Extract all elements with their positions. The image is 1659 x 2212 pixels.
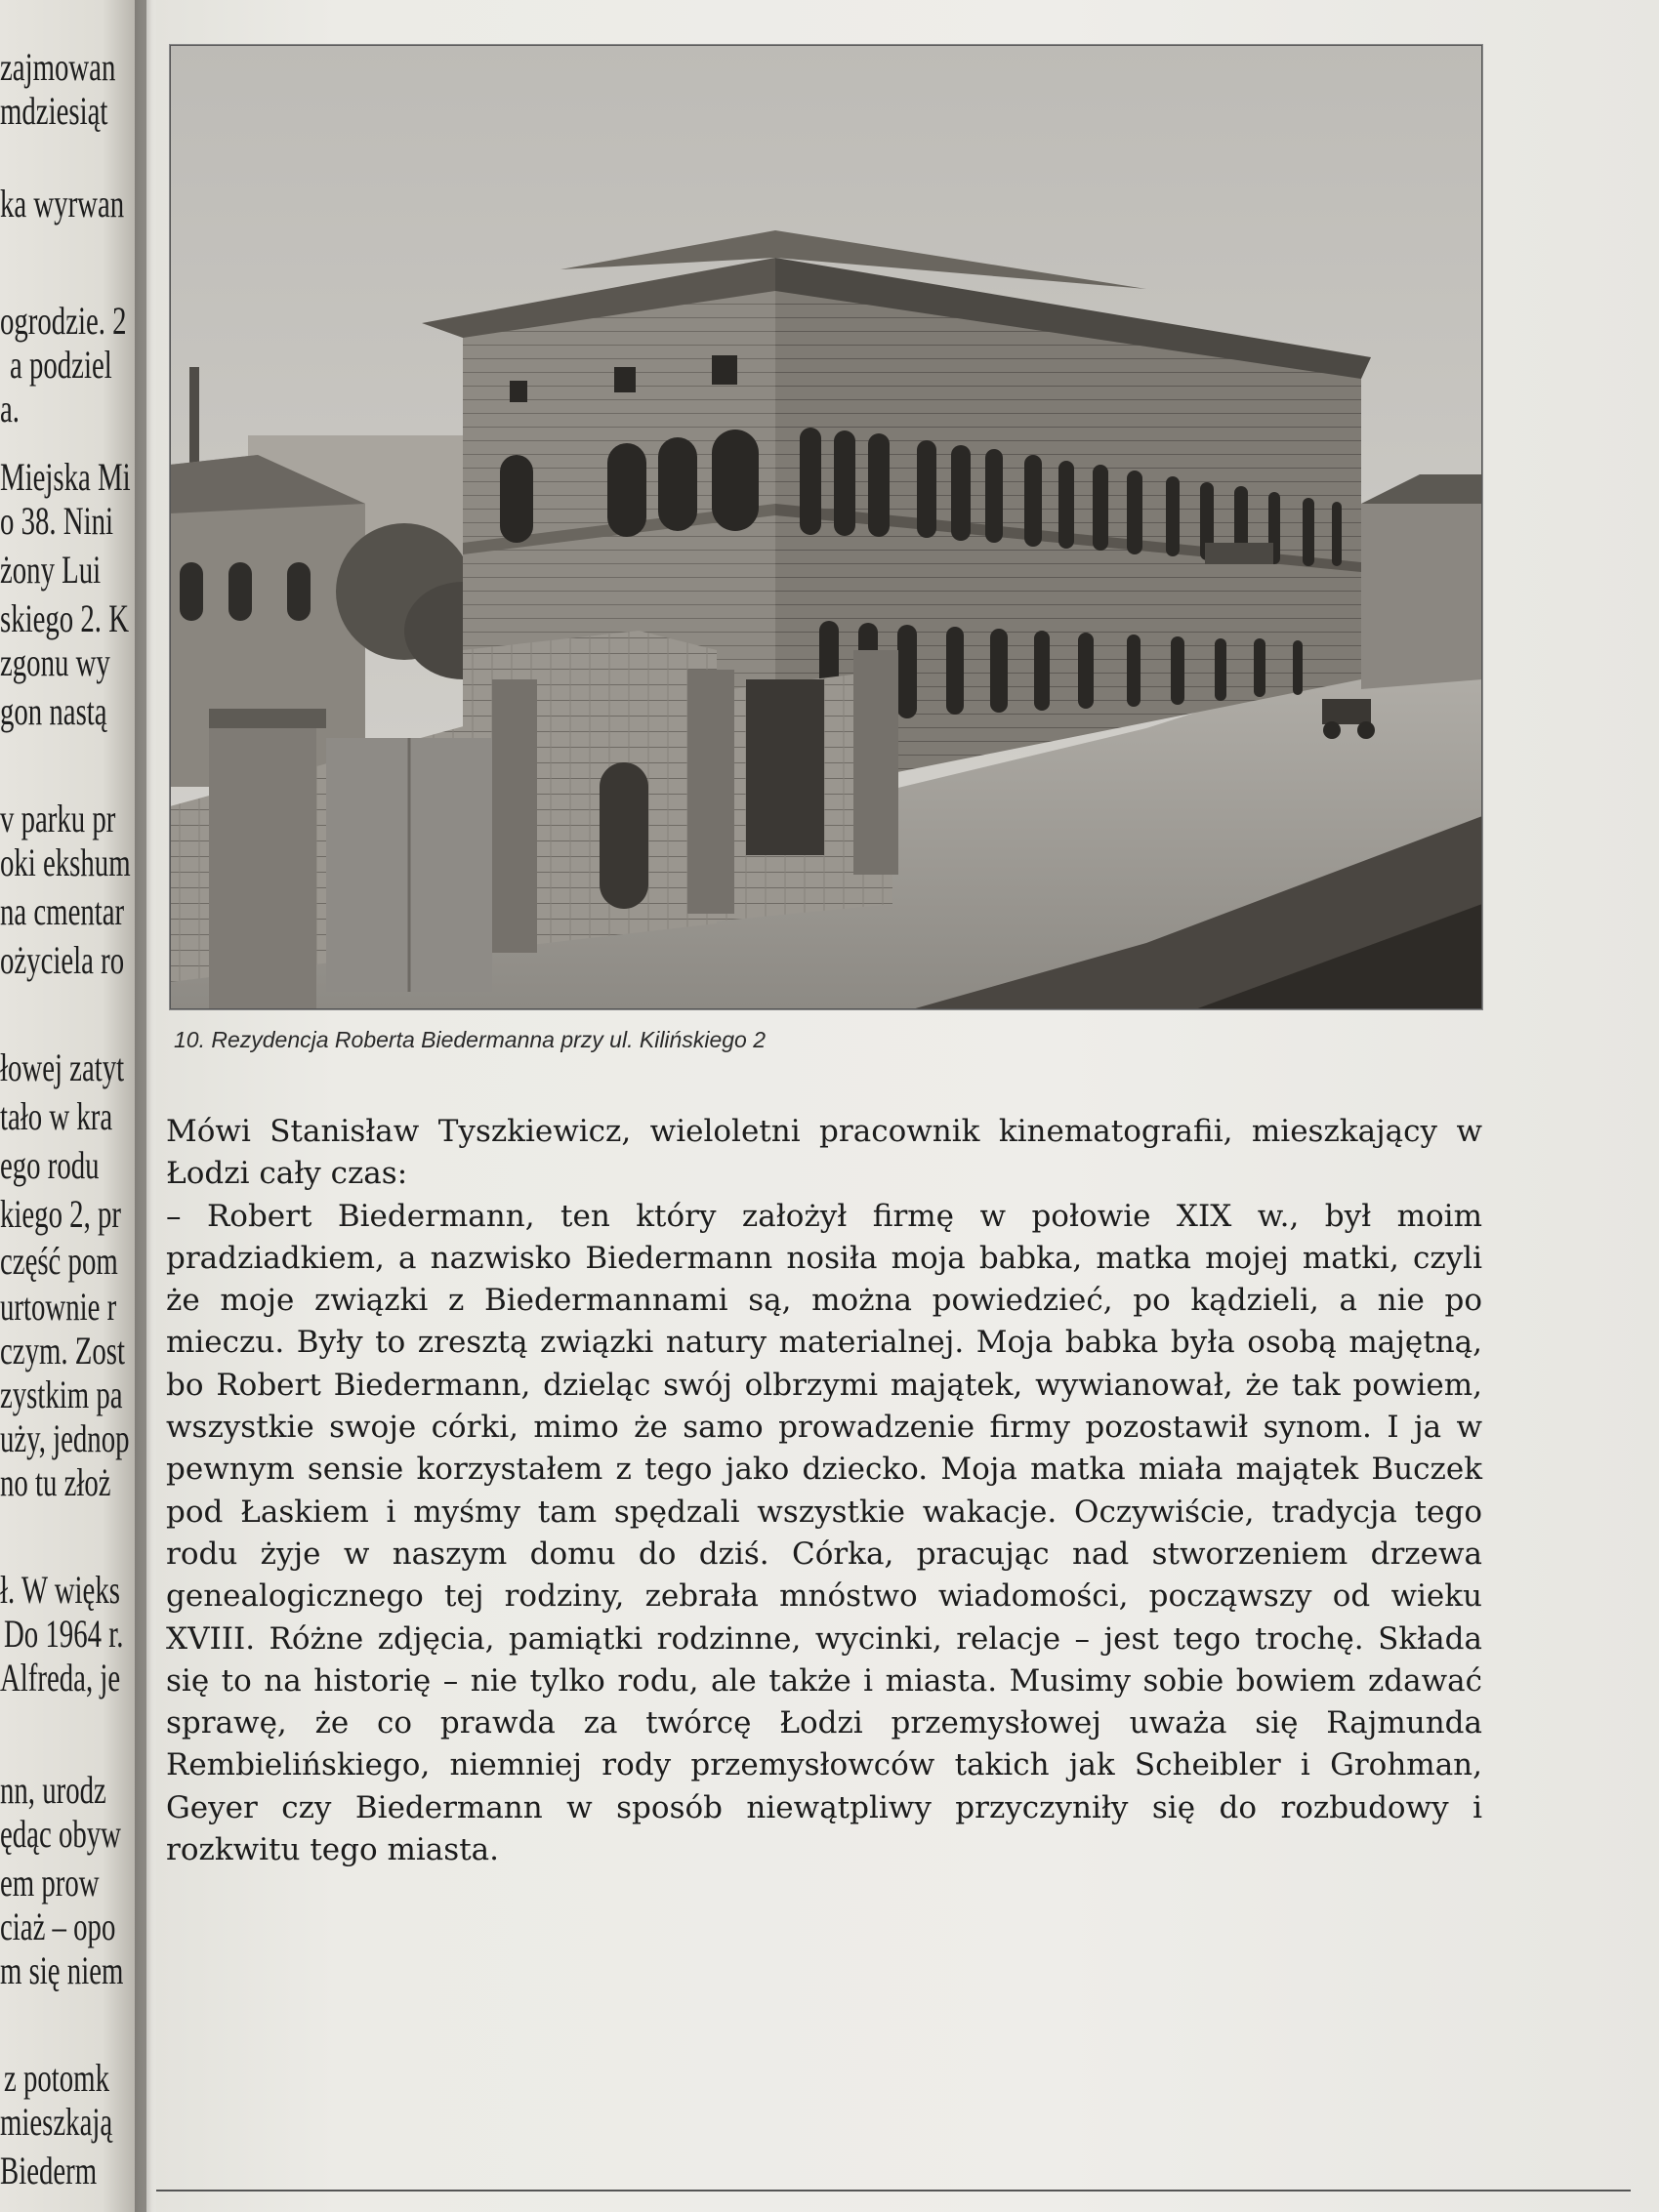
previous-page-line: Alfreda, je: [0, 1656, 121, 1700]
previous-page-line: na cmentar: [0, 889, 125, 933]
previous-page-line: część pom: [0, 1239, 118, 1283]
previous-page-line: skiego 2. K: [0, 596, 129, 640]
previous-page-line: ciaż – opo: [0, 1905, 116, 1948]
previous-page-line: zystkim pa: [0, 1372, 123, 1416]
previous-page-line: ł. W więks: [0, 1568, 120, 1612]
previous-page-line: ogrodzie. 2: [0, 299, 127, 343]
previous-page-line: Do 1964 r.: [4, 1612, 124, 1656]
previous-page-line: ożyciela ro: [0, 938, 125, 982]
page-bottom-rule: [156, 2190, 1631, 2192]
previous-page-line: em prow: [0, 1861, 100, 1905]
previous-page-line: oki ekshum: [0, 840, 131, 884]
previous-page-line: o 38. Nini: [0, 499, 114, 543]
previous-page-line: a podziel: [10, 343, 112, 387]
previous-page-line: Biederm: [0, 2149, 98, 2192]
previous-page-line: zajmowan: [0, 45, 116, 89]
previous-page-line: a.: [0, 387, 20, 430]
previous-page-line: urtownie r: [0, 1285, 117, 1329]
previous-page-line: z potomk: [4, 2056, 109, 2100]
previous-page-line: ego rodu: [0, 1143, 100, 1187]
previous-page-line: żony Lui: [0, 548, 102, 592]
previous-page-line: łowej zatyt: [0, 1045, 125, 1089]
previous-page-line: nn, urodz: [0, 1768, 106, 1812]
previous-page-line: m się niem: [0, 1948, 124, 1992]
previous-page-line: mdziesiąt: [0, 89, 108, 133]
previous-page-line: zgonu wy: [0, 640, 110, 684]
previous-page-line: czym. Zost: [0, 1329, 125, 1372]
body-text: [166, 1111, 1482, 1871]
previous-page-line: uży, jednop: [0, 1416, 130, 1460]
previous-page-line: v parku pr: [0, 797, 116, 840]
previous-page-edge: [0, 0, 146, 2212]
previous-page-line: mieszkają: [0, 2100, 113, 2144]
figure-caption: 10. Rezydencja Roberta Biedermanna przy ul. Kilińskiego 2: [174, 1027, 766, 1052]
previous-page-line: ędąc obyw: [0, 1812, 121, 1856]
previous-page-line: kiego 2, pr: [0, 1192, 121, 1236]
intro-paragraph: Mówi Stanisław Tyszkiewicz, wieloletni pracownik kinematografii, mieszkający w Łodzi cały czas:: [166, 1114, 1482, 1192]
previous-page-line: gon nastą: [0, 689, 107, 733]
previous-page-line: Miejska Mi: [0, 455, 131, 499]
previous-page-line: no tu złoż: [0, 1460, 111, 1504]
previous-page-line: ka wyrwan: [0, 182, 125, 225]
previous-page-line: tało w kra: [0, 1094, 113, 1138]
building-photograph: [169, 44, 1483, 1010]
quote-paragraph: – Robert Biedermann, ten który założył firmę w połowie XIX w., był moim pradziadkiem, a nazwisko Biedermann nosiła moja babka, matka mojej matki, czyli że moje związki z Biedermannami są, można powiedzieć, po kądzieli, a nie po mieczu. Były to zresztą związki natury materialnej. Moja babka była osobą majętną, bo Robert Biedermann, dzieląc swój olbrzymi majątek, wywianował, że tak powiem, wszystkie swoje córki, mimo że samo prowadzenie firmy pozostawił synom. I ja w pewnym sensie korzystałem z tego jako dziecko. Moja matka miała majątek Buczek pod Łaskiem i myśmy tam spędzali wszystkie wakacje. Oczywiście, tradycja tego rodu żyje w naszym domu do dziś. Córka, pracując nad stworzeniem drzewa genealogicznego tej rodziny, zebrała mnóstwo wiadomości, począwszy od wieku XVIII. Różne zdjęcia, pamiątki rodzinne, wycinki, relacje – jest tego trochę. Składa się to na historię – nie tylko rodu, ale także i miasta. Musimy sobie bowiem zdawać sprawę, że co prawda za twórcę Łodzi przemysłowej uważa się Rajmunda Rembielińskiego, niemniej rody przemysłowców takich jak Scheibler i Grohman, Geyer czy Biedermann w sposób niewątpliwy przyczyniły się do rozbudowy i rozkwitu tego miasta.: [166, 1198, 1482, 1868]
